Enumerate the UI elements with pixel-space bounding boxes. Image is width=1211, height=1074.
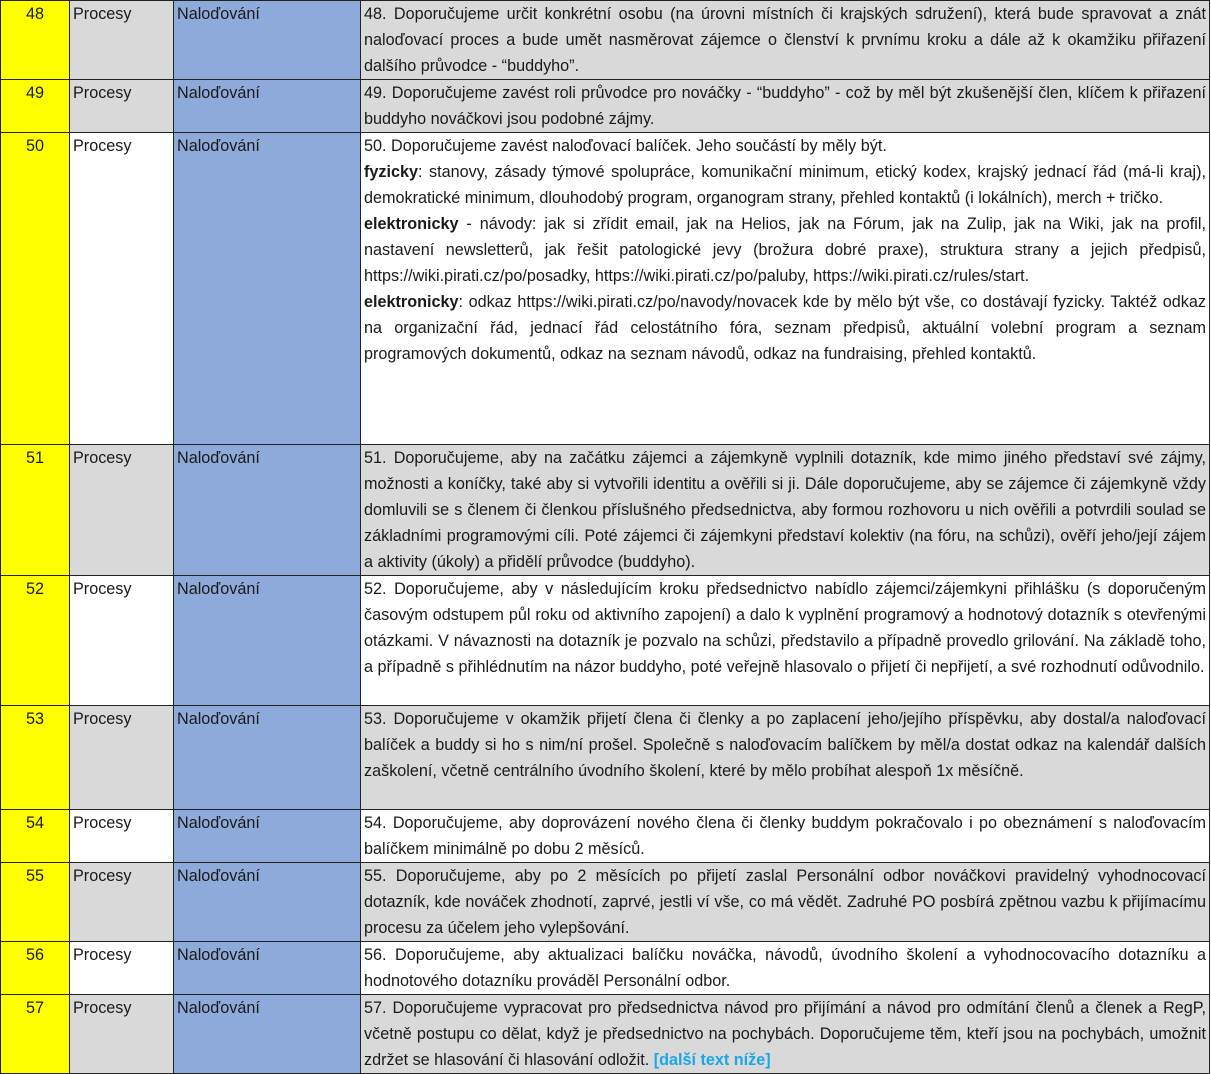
table-row [1,1,1210,80]
category-cell: Procesy [70,942,174,995]
subcategory-cell: Naloďování [174,810,361,863]
package-physical [364,159,1206,211]
subcategory-cell: Naloďování [174,942,361,995]
category-cell: Procesy [70,133,174,445]
more-text-link[interactable]: [další text níže] [653,1051,771,1069]
subcategory-cell: Naloďování [174,995,361,1074]
recommendation-text: 54. Doporučujeme, aby doprovázení nového člena či členky buddym pokračovalo i po obeznámení s naloďovacím balíčkem minimálně po dobu 2 měsíců. [361,810,1210,863]
table-row [1,942,1210,995]
table-row [1,995,1210,1074]
row-number: 49 [1,80,70,133]
category-cell: Procesy [70,445,174,576]
recommendation-text [361,995,1210,1074]
row-number: 50 [1,133,70,445]
category-cell: Procesy [70,863,174,942]
recommendation-text: 51. Doporučujeme, aby na začátku zájemci a zájemkyně vyplnili dotazník, kde mimo jiného představí své zájmy, možnosti a koníčky, také aby si vytvořili identitu a ověřili si ji. Dále doporučujeme, aby se zájemce či zájemkyně vždy domluvili se s členem či členkou příslušného předsednictva, aby formou rozhovoru u nich ověřili a potvrdili soulad se základními programovými cíli. Poté zájemci či zájemkyni představí kolektiv (na fóru, na schůzi), ověří jeho/její zájem a aktivity (úkoly) a přidělí průvodce (buddyho). [361,445,1210,576]
recommendation-text [361,133,1210,445]
row-number: 48 [1,1,70,80]
recommendation-text-body: 57. Doporučujeme vypracovat pro předsednictva návod pro přijímání a návod pro odmítání členů a členek a RegP, včetně postupu co dělat, když je předsednictvo na pochybách. Doporučujeme těm, kteří jsou na pochybách, umožnit zdržet se hlasování či hlasování odložit. [364,999,1206,1069]
category-cell: Procesy [70,706,174,810]
recommendation-text: 56. Doporučujeme, aby aktualizaci balíčku nováčka, návodů, úvodního školení a vyhodnocovacího dotazníku a hodnotového dotazníku prováděl Personální odbor. [361,942,1210,995]
category-cell: Procesy [70,995,174,1074]
package-electronic-text: - návody: jak si zřídit email, jak na Helios, jak na Fórum, jak na Zulip, jak na Wiki, jak na profil, nastavení newsletterů, jak řešit patologické jevy (brožura dobré praxe), struktura strany a jejich předpisů, https://wiki.pirati.cz/po/posadky, https://wiki.pirati.cz/po/paluby, https://wiki.pirati.cz/rules/start. [364,215,1206,285]
row-number: 56 [1,942,70,995]
table-row [1,576,1210,706]
recommendation-text: 53. Doporučujeme v okamžik přijetí člena či členky a po zaplacení jeho/jejího příspěvku, aby dostal/a naloďovací balíček a buddy si ho s nim/ní prošel. Společně s naloďovacím balíčkem by měl/a dostat odkaz na kalendář dalších zaškolení, včetně centrálního úvodního školení, které by mělo probíhat alespoň 1x měsíčně. [361,706,1210,810]
recommendation-text: 48. Doporučujeme určit konkrétní osobu (na úrovni místních či krajských sdružení), která bude spravovat a znát naloďovací proces a bude umět nasměrovat zájemce o členství k prvnímu kroku a dále až k okamžiku přiřazení dalšího průvodce - “buddyho”. [361,1,1210,80]
row-number: 54 [1,810,70,863]
recommendation-text: 49. Doporučujeme zavést roli průvodce pro nováčky - “buddyho” - což by měl být zkušenější člen, klíčem k přiřazení buddyho nováčkovi jsou podobné zájmy. [361,80,1210,133]
package-intro: 50. Doporučujeme zavést naloďovací balíček. Jeho součástí by měly být. [364,137,887,155]
table-row [1,133,1210,445]
row-number: 51 [1,445,70,576]
package-electronic-label: elektronicky [364,293,459,311]
subcategory-cell: Naloďování [174,706,361,810]
category-cell: Procesy [70,810,174,863]
table-row [1,80,1210,133]
row-number: 55 [1,863,70,942]
package-electronic-label: elektronicky [364,215,459,233]
recommendation-text: 55. Doporučujeme, aby po 2 měsících po přijetí zaslal Personální odbor nováčkovi pravidelný vyhodnocovací dotazník, kde nováček zhodnotí, zaprvé, jestli ví vše, co má vědět. Zadruhé PO posbírá zpětnou vazbu k přijímacímu procesu za účelem jeho vylepšování. [361,863,1210,942]
table-row [1,810,1210,863]
package-electronic-text: : odkaz https://wiki.pirati.cz/po/navody/novacek kde by mělo být vše, co dostávají fyzicky. Taktéž odkaz na organizační řád, jednací řád celostátního fóra, seznam předpisů, aktuální volební program a seznam programových dokumentů, odkaz na seznam návodů, odkaz na fundraising, přehled kontaktů. [364,293,1206,363]
category-cell: Procesy [70,576,174,706]
row-number: 53 [1,706,70,810]
row-number: 57 [1,995,70,1074]
subcategory-cell: Naloďování [174,445,361,576]
row-number: 52 [1,576,70,706]
subcategory-cell: Naloďování [174,80,361,133]
table-row [1,445,1210,576]
package-electronic-link [364,289,1206,367]
subcategory-cell: Naloďování [174,1,361,80]
category-cell: Procesy [70,1,174,80]
subcategory-cell: Naloďování [174,576,361,706]
subcategory-cell: Naloďování [174,863,361,942]
table-row [1,863,1210,942]
subcategory-cell: Naloďování [174,133,361,445]
table-row [1,706,1210,810]
recommendation-text: 52. Doporučujeme, aby v následujícím kroku předsednictvo nabídlo zájemci/zájemkyni přihlášku (s doporučeným časovým odstupem půl roku od aktivního zapojení) a dalo k vyplnění programový a hodnotový dotazník s otevřenými otázkami. V návaznosti na dotazník je pozvalo na schůzi, představilo a případně provedlo grilování. Na základě toho, a případně s přihlédnutím na názor buddyho, poté veřejně hlasovalo o přijetí či nepřijetí, a své rozhodnutí odůvodnilo. [361,576,1210,706]
package-physical-text: : stanovy, zásady týmové spolupráce, komunikační minimum, etický kodex, krajský jednací řád (má-li kraj), demokratické minimum, dlouhodobý program, organogram strany, přehled kontaktů (i lokálních), merch + tričko. [364,163,1206,207]
package-electronic-guides [364,211,1206,289]
package-physical-label: fyzicky [364,163,418,181]
category-cell: Procesy [70,80,174,133]
